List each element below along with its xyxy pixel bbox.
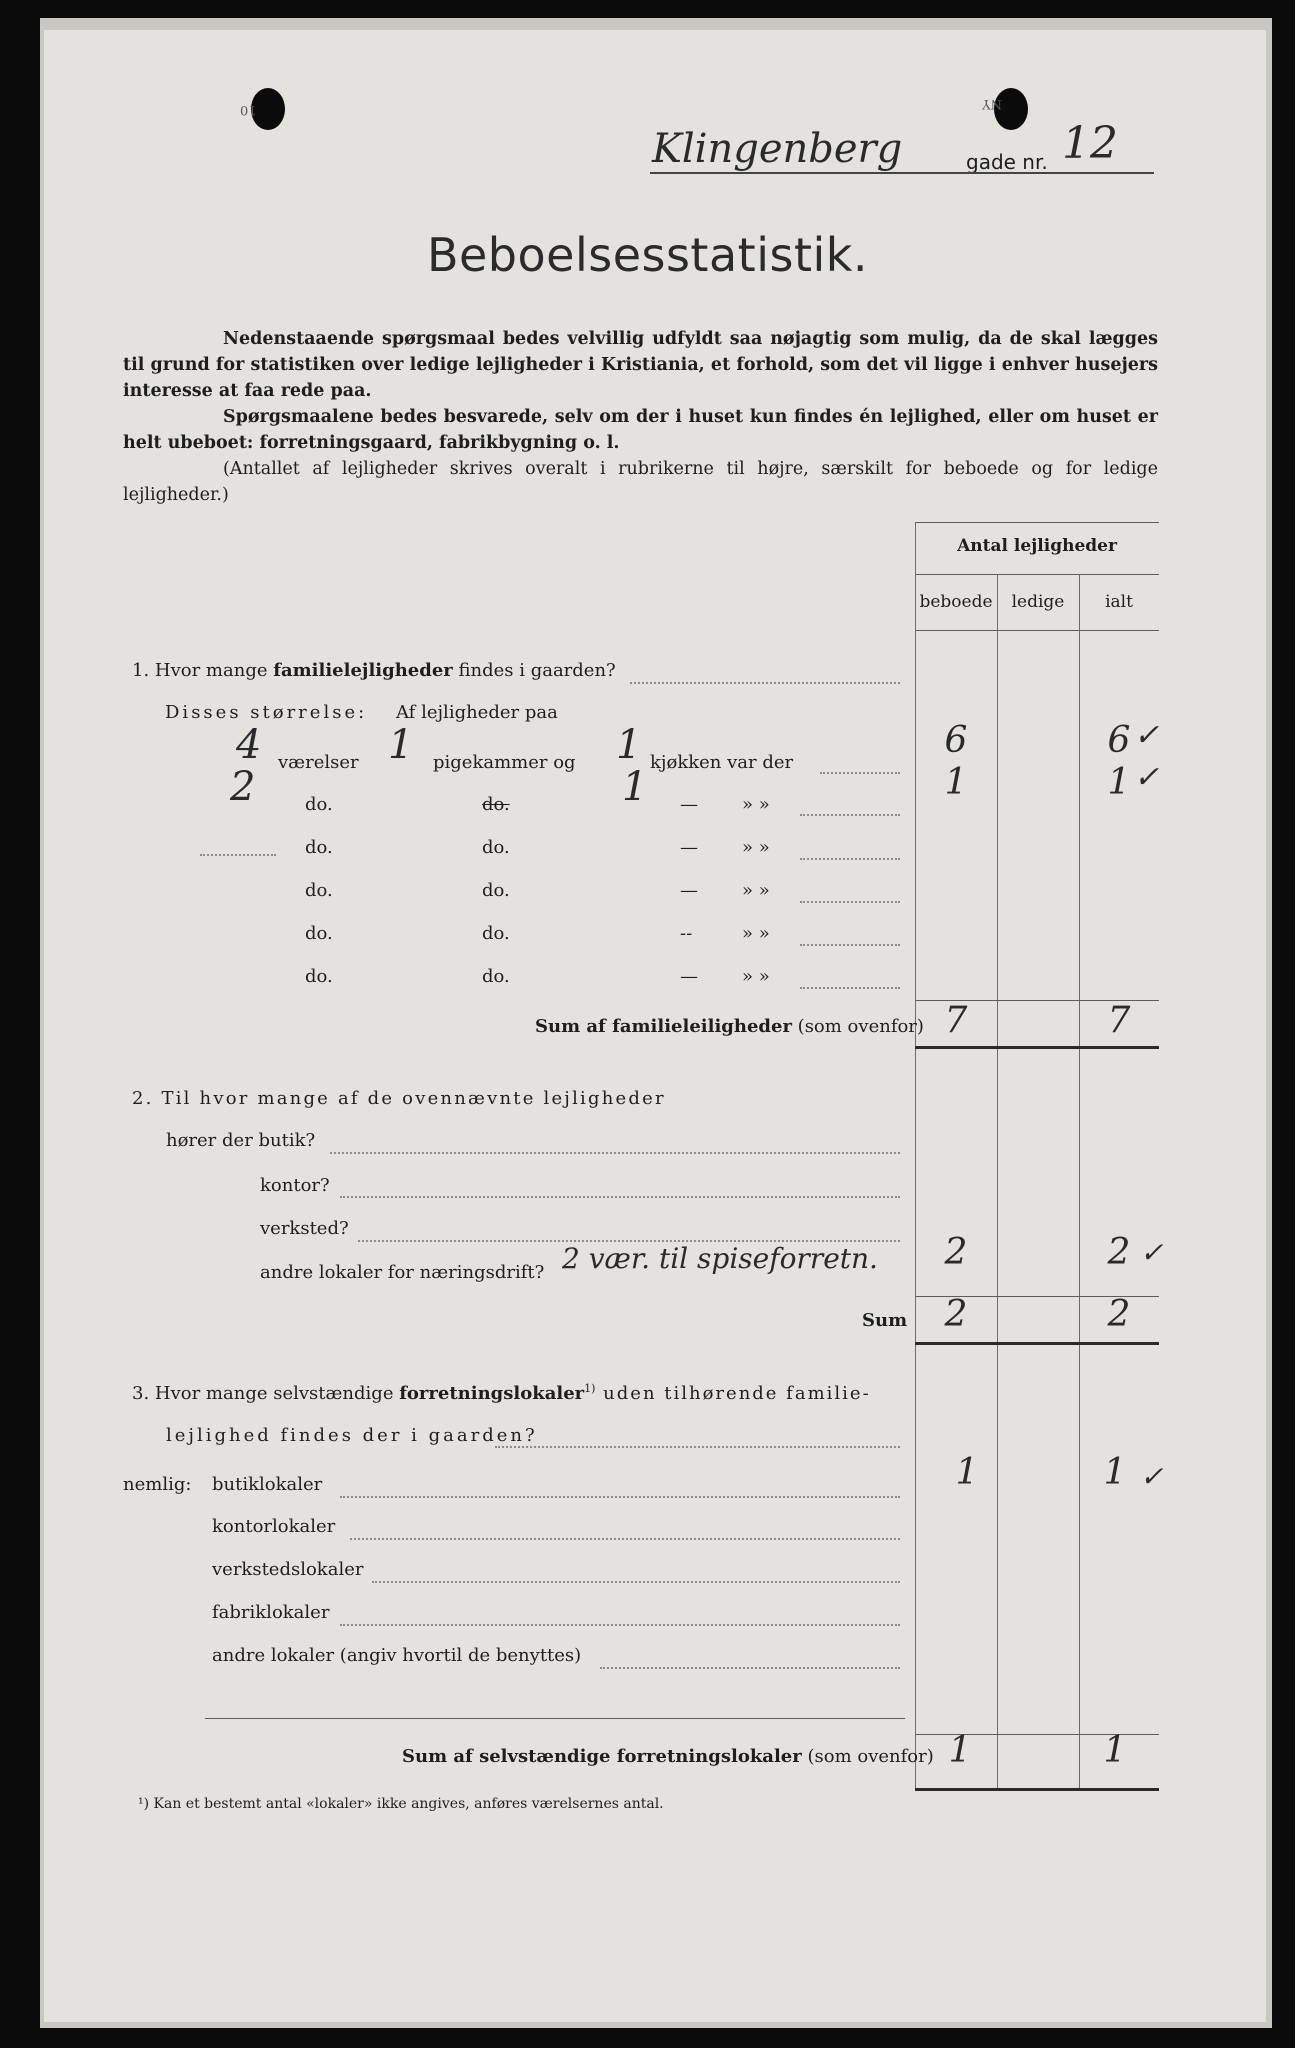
- do-row-3-dash: --: [680, 923, 693, 944]
- row1-pige: 1: [388, 722, 414, 768]
- street-number-handwritten: 12: [1062, 118, 1118, 169]
- q1-prefix: 1. Hvor mange: [132, 660, 274, 681]
- q3-item-butik-leader: [340, 1496, 900, 1498]
- do-row-4-leader: [800, 987, 900, 989]
- sum3-bottom-line: [915, 1788, 1159, 1791]
- q2-checkmark: ✓: [1140, 1236, 1164, 1269]
- q2-butik-leader: [330, 1152, 900, 1154]
- q2-label: 2. Til hvor mange af de ovennævnte lejligheder: [132, 1088, 666, 1109]
- q3-line2-text: lejlighed findes der i gaarden?: [166, 1425, 538, 1446]
- do-row-3-leader: [800, 944, 900, 946]
- row1-pige-label: pigekammer og: [433, 752, 576, 773]
- do-row-2-quotes: » »: [742, 880, 770, 901]
- sum3-beboede: 1: [948, 1730, 972, 1771]
- footnote: ¹) Kan et bestemt antal «lokaler» ikke angives, anføres værelsernes antal.: [138, 1796, 664, 1812]
- col-header-ialt: ialt: [1105, 592, 1133, 612]
- sum3-label: [402, 1746, 934, 1767]
- do-row-3-do1: do.: [305, 923, 333, 944]
- q3-item-fabrik-leader: [340, 1624, 900, 1626]
- do-row-2-do1: do.: [305, 880, 333, 901]
- do-row-4-do2: do.: [482, 966, 510, 987]
- row1-kjokken: 1: [616, 722, 642, 768]
- q2-kontor-leader: [340, 1196, 900, 1198]
- sum1-label: [535, 1016, 924, 1037]
- do-row-4-quotes: » »: [742, 966, 770, 987]
- intro-paragraph-1: Nedenstaaende spørgsmaal bedes velvillig udfyldt saa nøjagtig som mulig, da de skal lægges til grund for statistiken over ledige lejligheder i Kristiania, et forhold, som det vil ligge i enhver husejers interesse at faa rede paa.: [123, 329, 1158, 401]
- row1-leader: [820, 772, 900, 774]
- sum1-bold: Sum af familieleiligheder: [535, 1016, 792, 1037]
- do-row-4-dash: —: [680, 966, 698, 987]
- sum3-suffix: (som ovenfor): [801, 1746, 934, 1767]
- sum3-bold: Sum af selvstændige forretningslokaler: [402, 1746, 802, 1767]
- q3-line2: [166, 1425, 538, 1446]
- q3-item-andre-leader: [600, 1667, 900, 1669]
- gade-label: gade nr.: [966, 150, 1048, 174]
- q3-item-verksted: verkstedslokaler: [212, 1559, 364, 1580]
- row2-checkmark: ✓: [1134, 760, 1160, 795]
- do-row-1-dash: —: [680, 837, 698, 858]
- sum1-bottom-line: [915, 1046, 1159, 1049]
- q3-checkmark: ✓: [1140, 1460, 1164, 1493]
- sum1-ialt: 7: [1107, 1000, 1131, 1041]
- sum2-bottom-line: [915, 1342, 1159, 1345]
- do-row-1-blank: [200, 854, 276, 856]
- sum1-suffix: (som ovenfor): [791, 1016, 924, 1037]
- row1-vaerelser: værelser: [278, 752, 359, 773]
- table-header-line: [915, 630, 1159, 631]
- row2-kjokken: 1: [622, 764, 648, 810]
- do-row-2-do2: do.: [482, 880, 510, 901]
- do-row-1-do2: do.: [482, 837, 510, 858]
- sum2-beboede: 2: [944, 1294, 968, 1335]
- row2-quotes: » »: [742, 794, 770, 815]
- q3-line2-leader: [495, 1446, 900, 1448]
- q3-item-andre: andre lokaler (angiv hvortil de benyttes): [212, 1645, 582, 1666]
- page-title: Beboelsesstatistik.: [426, 228, 869, 282]
- q2-andre-handwritten: 2 vær. til spiseforretn.: [562, 1242, 878, 1275]
- q3-item-kontor: kontorlokaler: [212, 1516, 336, 1537]
- intro-paragraph-2: Spørgsmaalene bedes besvarede, selv om der i huset kun findes én lejlighed, eller om huset er helt ubeboet: forretningsgaard, fabrikbygning o. l.: [123, 407, 1158, 453]
- q1-leader: [630, 682, 900, 684]
- do-row-2-leader: [800, 901, 900, 903]
- do-row-3-quotes: » »: [742, 923, 770, 944]
- do-row-1-do1: do.: [305, 837, 333, 858]
- q3-butik-beboede: 1: [955, 1452, 979, 1493]
- do-row-1-quotes: » »: [742, 837, 770, 858]
- q3-label: [132, 1382, 871, 1404]
- q3-item-verksted-leader: [372, 1581, 900, 1583]
- q2-andre-ialt: 2: [1107, 1232, 1131, 1273]
- row1-kjokken-label: kjøkken var der: [650, 752, 794, 773]
- row2-leader: [800, 814, 900, 816]
- table-group-line: [915, 574, 1159, 575]
- table-col-border-2: [997, 574, 998, 1790]
- q1-bold: familielejligheder: [273, 660, 453, 681]
- q2-kontor-label: kontor?: [260, 1175, 330, 1196]
- q3-suffix: uden tilhørende familie-: [595, 1383, 871, 1404]
- intro-paragraph-3: (Antallet af lejligheder skrives overalt i rubrikerne til højre, særskilt for beboede og for ledige lejligheder.): [123, 459, 1158, 505]
- sum2-label: Sum: [862, 1310, 908, 1331]
- q3-item-kontor-leader: [350, 1538, 900, 1540]
- sum1-beboede: 7: [944, 1000, 968, 1041]
- q3-prefix: 3. Hvor mange selvstændige: [132, 1383, 400, 1404]
- q3-bold: forretningslokaler: [399, 1383, 585, 1404]
- row1-beboede: 6: [944, 720, 968, 761]
- q2-verksted-label: verksted?: [260, 1218, 349, 1239]
- do-row-2-dash: —: [680, 880, 698, 901]
- intro-text: [123, 326, 1158, 508]
- row2-rooms: 2: [230, 764, 256, 810]
- do-row-4-do1: do.: [305, 966, 333, 987]
- q3-sup: 1): [584, 1382, 596, 1395]
- sum2-ialt: 2: [1107, 1294, 1131, 1335]
- street-name-handwritten: Klingenberg: [652, 126, 903, 172]
- do-row-1-leader: [800, 858, 900, 860]
- q2-andre-label: andre lokaler for næringsdrift?: [260, 1262, 545, 1283]
- hole-tag-left: 10: [240, 102, 257, 117]
- row2-beboede: 1: [944, 762, 968, 803]
- table-col-border-left: [915, 522, 916, 1790]
- row2-do1: do.: [305, 794, 333, 815]
- sum3-ialt: 1: [1103, 1730, 1127, 1771]
- row1-rooms: 4: [236, 722, 262, 768]
- row2-ialt: 1: [1107, 762, 1131, 803]
- q3-nemlig: nemlig:: [123, 1474, 192, 1495]
- row2-do2: do.: [482, 794, 510, 815]
- q1-label: [132, 660, 616, 681]
- street-underline: [650, 172, 1154, 174]
- table-top-line: [915, 522, 1159, 523]
- do-row-3-do2: do.: [482, 923, 510, 944]
- col-header-beboede: beboede: [919, 592, 993, 612]
- hole-tag-right: NY: [982, 96, 1002, 111]
- q3-butik-ialt: 1: [1103, 1452, 1127, 1493]
- q2-andre-beboede: 2: [944, 1232, 968, 1273]
- q3-item-fabrik: fabriklokaler: [212, 1602, 330, 1623]
- q3-item-butik: butiklokaler: [212, 1474, 323, 1495]
- row2-dash: —: [680, 794, 698, 815]
- sizes-suffix: Af lejligheder paa: [396, 702, 558, 723]
- col-header-ledige: ledige: [1011, 592, 1065, 612]
- sizes-label: Disses størrelse:: [165, 702, 368, 723]
- q2-butik-label: hører der butik?: [166, 1130, 316, 1151]
- row1-checkmark: ✓: [1134, 718, 1160, 753]
- table-group-header: Antal lejligheder: [957, 536, 1117, 556]
- q1-suffix: findes i gaarden?: [452, 660, 616, 681]
- q3-divider: [205, 1718, 905, 1719]
- row1-ialt: 6: [1107, 720, 1131, 761]
